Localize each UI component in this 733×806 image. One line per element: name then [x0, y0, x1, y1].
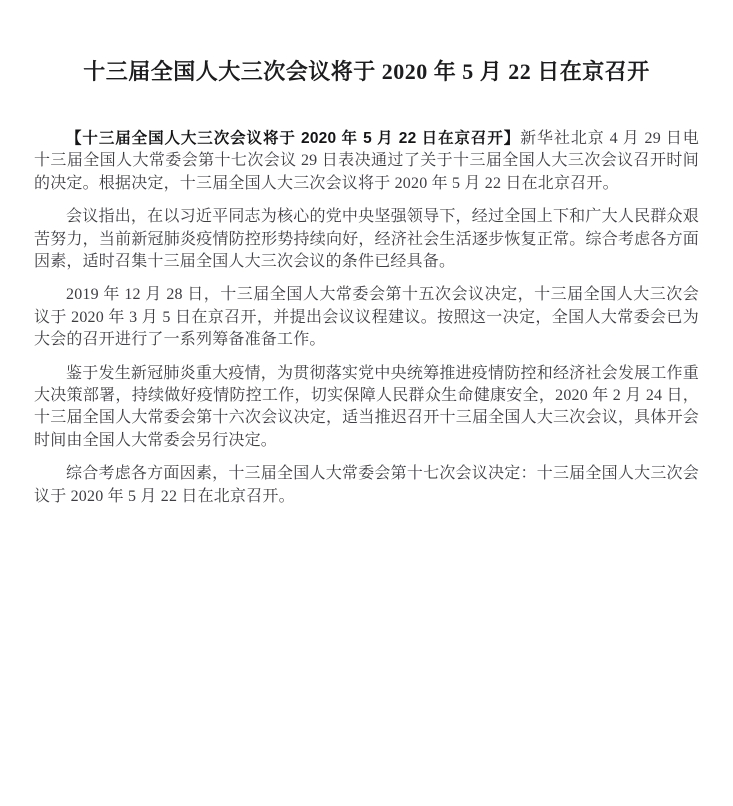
- intro-paragraph: [34, 128, 716, 195]
- body-paragraph: 鉴于发生新冠肺炎重大疫情，为贯彻落实党中央统筹推进疫情防控和经济社会发展工作重大决策部署，持续做好疫情防控工作，切实保障人民群众生命健康安全，2020 年 2 月 24 日，十三届全国人大常委会第十六次会议决定，适当推迟召开十三届全国人大三次会议，具体开会时间由全国人大常委会另行决定。: [34, 364, 699, 449]
- intro-text: 新华社北京 4 月 29 日电 十三届全国人大常委会第十七次会议 29 日表决通过了关于十三届全国人大三次会议召开时间的决定。根据决定，十三届全国人大三次会议将于 2020 年 5 月 22 日在北京召开。: [34, 130, 716, 192]
- intro-lead: 【十三届全国人大三次会议将于 2020 年 5 月 22 日在京召开】: [66, 130, 521, 147]
- article-body: [34, 128, 716, 508]
- article-title: 十三届全国人大三次会议将于 2020 年 5 月 22 日在京召开: [83, 59, 650, 84]
- body-paragraph: 2019 年 12 月 28 日，十三届全国人大常委会第十五次会议决定，十三届全国人大三次会议于 2020 年 3 月 5 日在京召开，并提出会议议程建议。按照这一决定，全国人大常委会已为大会的召开进行了一系列筹备准备工作。: [34, 286, 699, 349]
- body-paragraph: 会议指出，在以习近平同志为核心的党中央坚强领导下，经过全国上下和广大人民群众艰苦努力，当前新冠肺炎疫情防控形势持续向好，经济社会生活逐步恢复正常。综合考虑各方面因素，适时召集十三届全国人大三次会议的条件已经具备。: [34, 208, 699, 271]
- body-paragraph: 综合考虑各方面因素，十三届全国人大常委会第十七次会议决定：十三届全国人大三次会议于 2020 年 5 月 22 日在北京召开。: [34, 465, 699, 505]
